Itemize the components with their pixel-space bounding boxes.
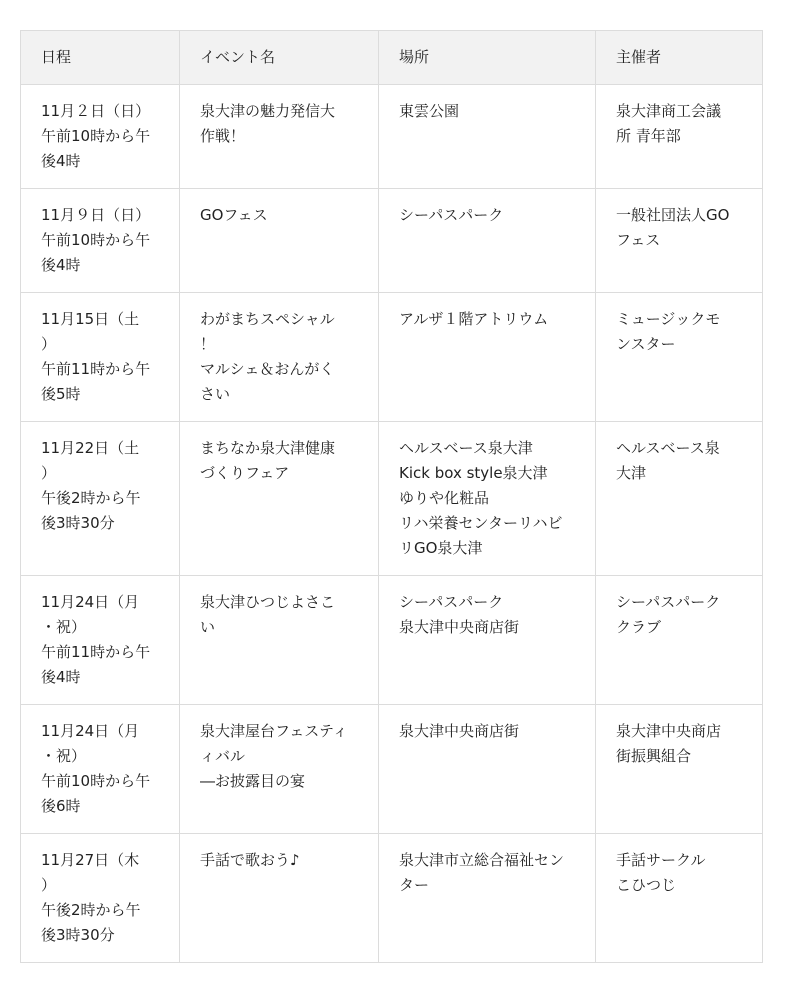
cell-date-line: 後4時 [41, 256, 81, 274]
cell-date-line: 11月９日（日） [41, 206, 151, 224]
cell-place [379, 834, 596, 963]
cell-organizer [596, 85, 763, 189]
cell-event-name [180, 576, 379, 705]
cell-event-name-line: 泉大津ひつじよさこ [200, 593, 336, 611]
cell-place [379, 85, 596, 189]
header-organizer: 主催者 [596, 31, 763, 85]
cell-place-line: 泉大津中央商店街 [399, 618, 520, 636]
cell-event-name-line: 手話で歌おう♪ [200, 851, 300, 869]
header-event-name: イベント名 [180, 31, 379, 85]
cell-event-name-line: ィバル [200, 747, 246, 765]
cell-place [379, 293, 596, 422]
cell-place-line: リGO泉大津 [399, 539, 483, 557]
cell-event-name-line: わがまちスペシャル [200, 310, 335, 328]
cell-event-name-line: 作戦！ [200, 127, 246, 145]
cell-event-name-line: さい [200, 385, 231, 403]
table-row [21, 834, 763, 963]
cell-event-name-line: マルシェ＆おんがく [200, 360, 335, 378]
cell-event-name-line: ！ [200, 335, 216, 353]
cell-event-name-line: ―お披露目の宴 [200, 772, 306, 790]
cell-place [379, 705, 596, 834]
cell-organizer-line: 泉大津商工会議 [616, 102, 722, 120]
table-row [21, 189, 763, 293]
cell-place-line: ヘルスベース泉大津 [399, 439, 533, 457]
cell-place-line: ター [399, 876, 430, 894]
cell-organizer-line: ミュージックモ [616, 310, 721, 328]
header-place: 場所 [379, 31, 596, 85]
cell-date-line: 後4時 [41, 152, 81, 170]
cell-date-line: 後5時 [41, 385, 81, 403]
cell-place [379, 576, 596, 705]
cell-event-name [180, 85, 379, 189]
cell-organizer [596, 293, 763, 422]
header-date: 日程 [21, 31, 180, 85]
cell-organizer-line: クラブ [616, 618, 662, 636]
cell-place [379, 189, 596, 293]
cell-place-line: 泉大津中央商店街 [399, 722, 520, 740]
cell-place-line: Kick box style泉大津 [399, 464, 548, 482]
cell-place-line: 泉大津市立総合福祉セン [399, 851, 565, 869]
cell-date [21, 705, 180, 834]
cell-event-name-line: づくりフェア [200, 464, 290, 482]
cell-event-name-line: まちなか泉大津健康 [200, 439, 336, 457]
cell-organizer-line: シーパスパーク [616, 593, 721, 611]
cell-event-name-line: GOフェス [200, 206, 268, 224]
cell-date [21, 422, 180, 576]
cell-place [379, 422, 596, 576]
cell-organizer-line: ヘルスベース泉 [616, 439, 720, 457]
table-header-row [21, 31, 763, 85]
cell-organizer [596, 705, 763, 834]
cell-date-line: ・祝） [41, 747, 87, 765]
cell-date [21, 834, 180, 963]
cell-place-line: シーパスパーク [399, 206, 504, 224]
cell-date-line: ） [41, 464, 57, 482]
cell-date-line: 11月27日（木 [41, 851, 140, 869]
cell-organizer-line: 手話サークル [616, 851, 706, 869]
cell-event-name [180, 189, 379, 293]
cell-date-line: 11月24日（月 [41, 593, 140, 611]
cell-date-line: 後6時 [41, 797, 81, 815]
cell-organizer-line: 街振興組合 [616, 747, 692, 765]
cell-date-line: 午前10時から午 [41, 127, 151, 145]
cell-place-line: リハ栄養センターリハビ [399, 514, 563, 532]
cell-date-line: 11月24日（月 [41, 722, 140, 740]
table-row [21, 576, 763, 705]
cell-date-line: 午前11時から午 [41, 360, 151, 378]
cell-event-name-line: い [200, 618, 216, 636]
cell-organizer-line: フェス [616, 231, 661, 249]
cell-date-line: 午前10時から午 [41, 772, 151, 790]
cell-event-name [180, 422, 379, 576]
cell-date-line: 11月２日（日） [41, 102, 151, 120]
cell-event-name [180, 834, 379, 963]
cell-date-line: ） [41, 876, 57, 894]
cell-event-name [180, 293, 379, 422]
cell-date-line: 午前10時から午 [41, 231, 151, 249]
cell-date [21, 576, 180, 705]
cell-date-line: 11月22日（土 [41, 439, 140, 457]
cell-date-line: 午後2時から午 [41, 489, 141, 507]
cell-place-line: シーパスパーク [399, 593, 504, 611]
table-body [21, 85, 763, 963]
cell-date-line: 後3時30分 [41, 926, 115, 944]
cell-event-name [180, 705, 379, 834]
table-row [21, 293, 763, 422]
cell-organizer-line: ンスター [616, 335, 676, 353]
cell-date-line: 後4時 [41, 668, 81, 686]
table-row [21, 422, 763, 576]
cell-date-line: ・祝） [41, 618, 87, 636]
table-row [21, 705, 763, 834]
cell-organizer-line: こひつじ [616, 876, 677, 894]
cell-date-line: ） [41, 335, 57, 353]
cell-event-name-line: 泉大津の魅力発信大 [200, 102, 336, 120]
cell-date-line: 午前11時から午 [41, 643, 151, 661]
cell-organizer [596, 576, 763, 705]
cell-date [21, 85, 180, 189]
cell-date [21, 189, 180, 293]
cell-place-line: アルザ１階アトリウム [399, 310, 549, 328]
cell-event-name-line: 泉大津屋台フェスティ [200, 722, 348, 740]
event-schedule-table [20, 30, 763, 963]
cell-organizer [596, 189, 763, 293]
cell-place-line: 東雲公園 [399, 102, 460, 120]
cell-place-line: ゆりや化粧品 [399, 489, 490, 507]
cell-organizer-line: 泉大津中央商店 [616, 722, 722, 740]
cell-organizer-line: 大津 [616, 464, 647, 482]
cell-organizer-line: 一般社団法人GO [616, 206, 730, 224]
cell-date-line: 11月15日（土 [41, 310, 140, 328]
cell-organizer [596, 834, 763, 963]
cell-date-line: 後3時30分 [41, 514, 115, 532]
cell-date-line: 午後2時から午 [41, 901, 141, 919]
event-schedule-table-wrapper [20, 30, 762, 963]
cell-organizer-line: 所 青年部 [616, 127, 681, 145]
cell-date [21, 293, 180, 422]
table-row [21, 85, 763, 189]
cell-organizer [596, 422, 763, 576]
